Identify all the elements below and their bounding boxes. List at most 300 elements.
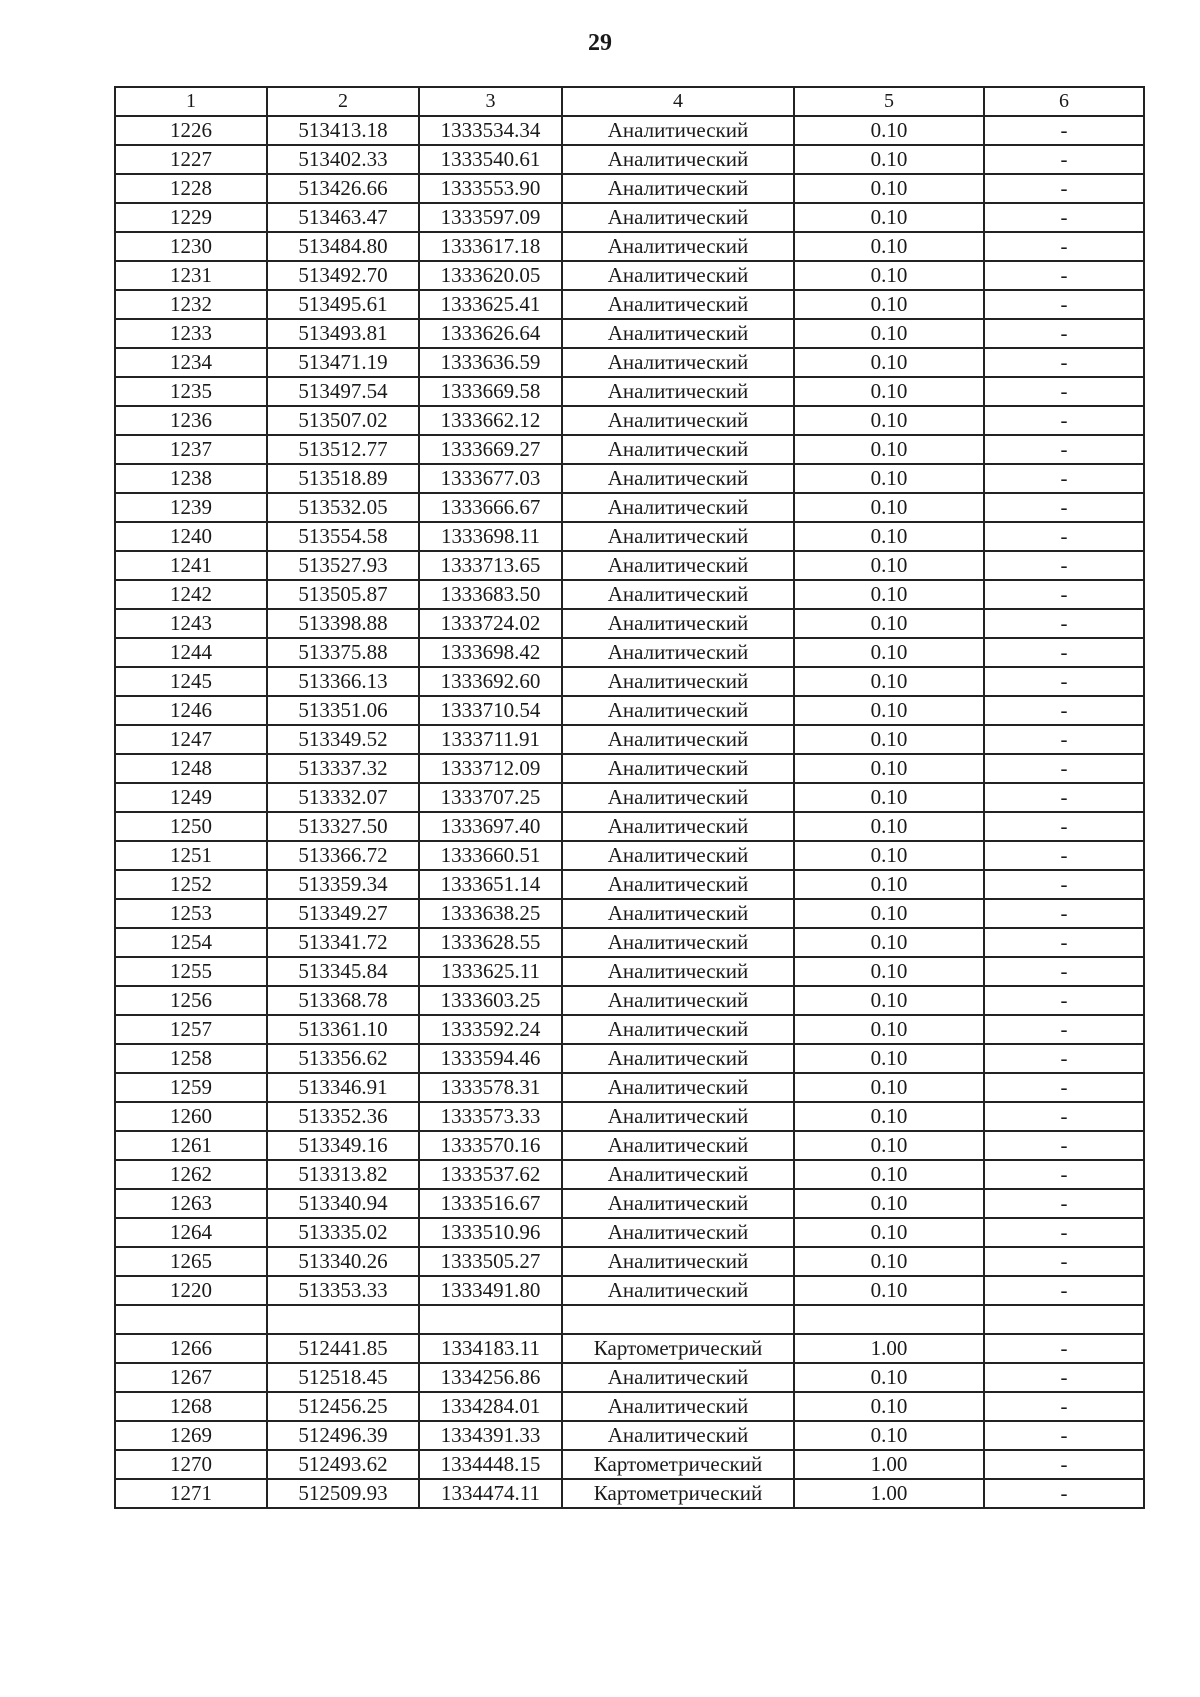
note-cell (984, 1305, 1144, 1334)
note-cell: - (984, 232, 1144, 261)
y-coordinate-cell: 1333620.05 (419, 261, 562, 290)
accuracy-cell: 0.10 (794, 1073, 984, 1102)
y-coordinate-cell: 1333636.59 (419, 348, 562, 377)
accuracy-cell: 0.10 (794, 1421, 984, 1450)
method-cell: Аналитический (562, 667, 794, 696)
table-row (115, 870, 1144, 899)
y-coordinate-cell: 1333660.51 (419, 841, 562, 870)
method-cell: Аналитический (562, 609, 794, 638)
y-coordinate-cell: 1333710.54 (419, 696, 562, 725)
note-cell: - (984, 986, 1144, 1015)
x-coordinate-cell: 513518.89 (267, 464, 419, 493)
note-cell: - (984, 1247, 1144, 1276)
accuracy-cell: 0.10 (794, 928, 984, 957)
point-number-cell: 1271 (115, 1479, 267, 1508)
point-number-cell: 1220 (115, 1276, 267, 1305)
x-coordinate-cell: 513337.32 (267, 754, 419, 783)
method-cell: Аналитический (562, 406, 794, 435)
x-coordinate-cell: 513463.47 (267, 203, 419, 232)
method-cell: Аналитический (562, 1131, 794, 1160)
column-header-2: 2 (267, 87, 419, 116)
accuracy-cell: 0.10 (794, 1247, 984, 1276)
accuracy-cell: 0.10 (794, 1392, 984, 1421)
y-coordinate-cell: 1333491.80 (419, 1276, 562, 1305)
y-coordinate-cell: 1333597.09 (419, 203, 562, 232)
accuracy-cell: 1.00 (794, 1479, 984, 1508)
y-coordinate-cell: 1333692.60 (419, 667, 562, 696)
table-row (115, 493, 1144, 522)
accuracy-cell: 0.10 (794, 1015, 984, 1044)
accuracy-cell: 0.10 (794, 754, 984, 783)
point-number-cell: 1255 (115, 957, 267, 986)
accuracy-cell: 0.10 (794, 551, 984, 580)
note-cell: - (984, 1189, 1144, 1218)
note-cell: - (984, 638, 1144, 667)
y-coordinate-cell: 1333617.18 (419, 232, 562, 261)
point-number-cell (115, 1305, 267, 1334)
x-coordinate-cell: 513327.50 (267, 812, 419, 841)
point-number-cell: 1267 (115, 1363, 267, 1392)
accuracy-cell: 0.10 (794, 725, 984, 754)
column-header-1: 1 (115, 87, 267, 116)
point-number-cell: 1254 (115, 928, 267, 957)
table-row (115, 1363, 1144, 1392)
point-number-cell: 1258 (115, 1044, 267, 1073)
point-number-cell: 1244 (115, 638, 267, 667)
method-cell: Аналитический (562, 754, 794, 783)
method-cell: Аналитический (562, 986, 794, 1015)
table-row (115, 348, 1144, 377)
method-cell: Аналитический (562, 812, 794, 841)
note-cell: - (984, 928, 1144, 957)
table-row (115, 1247, 1144, 1276)
table-row (115, 1479, 1144, 1508)
accuracy-cell (794, 1305, 984, 1334)
accuracy-cell: 0.10 (794, 174, 984, 203)
table-row (115, 754, 1144, 783)
x-coordinate-cell: 513398.88 (267, 609, 419, 638)
note-cell: - (984, 145, 1144, 174)
y-coordinate-cell: 1333510.96 (419, 1218, 562, 1247)
y-coordinate-cell (419, 1305, 562, 1334)
note-cell: - (984, 1218, 1144, 1247)
x-coordinate-cell: 513554.58 (267, 522, 419, 551)
x-coordinate-cell: 513532.05 (267, 493, 419, 522)
accuracy-cell: 0.10 (794, 1218, 984, 1247)
x-coordinate-cell: 513505.87 (267, 580, 419, 609)
page-number: 29 (588, 30, 612, 56)
y-coordinate-cell: 1333711.91 (419, 725, 562, 754)
note-cell: - (984, 812, 1144, 841)
accuracy-cell: 1.00 (794, 1450, 984, 1479)
column-header-3: 3 (419, 87, 562, 116)
table-row (115, 1102, 1144, 1131)
table-row (115, 928, 1144, 957)
accuracy-cell: 0.10 (794, 319, 984, 348)
table-row (115, 1044, 1144, 1073)
y-coordinate-cell: 1333573.33 (419, 1102, 562, 1131)
x-coordinate-cell: 513340.94 (267, 1189, 419, 1218)
method-cell: Аналитический (562, 957, 794, 986)
x-coordinate-cell: 513512.77 (267, 435, 419, 464)
table-row (115, 551, 1144, 580)
x-coordinate-cell: 513313.82 (267, 1160, 419, 1189)
point-number-cell: 1242 (115, 580, 267, 609)
table-row (115, 319, 1144, 348)
note-cell: - (984, 174, 1144, 203)
y-coordinate-cell: 1334183.11 (419, 1334, 562, 1363)
accuracy-cell: 0.10 (794, 1160, 984, 1189)
table-header-row (115, 87, 1144, 116)
accuracy-cell: 0.10 (794, 522, 984, 551)
note-cell: - (984, 1334, 1144, 1363)
column-header-4: 4 (562, 87, 794, 116)
accuracy-cell: 0.10 (794, 812, 984, 841)
accuracy-cell: 0.10 (794, 348, 984, 377)
method-cell: Аналитический (562, 145, 794, 174)
point-number-cell: 1248 (115, 754, 267, 783)
accuracy-cell: 0.10 (794, 116, 984, 145)
point-number-cell: 1270 (115, 1450, 267, 1479)
accuracy-cell: 0.10 (794, 870, 984, 899)
coordinates-table (114, 86, 1145, 1509)
method-cell: Аналитический (562, 1392, 794, 1421)
table-row (115, 1189, 1144, 1218)
x-coordinate-cell: 513527.93 (267, 551, 419, 580)
note-cell: - (984, 1276, 1144, 1305)
point-number-cell: 1259 (115, 1073, 267, 1102)
x-coordinate-cell: 513426.66 (267, 174, 419, 203)
table-row (115, 377, 1144, 406)
x-coordinate-cell: 513495.61 (267, 290, 419, 319)
x-coordinate-cell: 513352.36 (267, 1102, 419, 1131)
note-cell: - (984, 957, 1144, 986)
column-header-6: 6 (984, 87, 1144, 116)
point-number-cell: 1261 (115, 1131, 267, 1160)
y-coordinate-cell: 1333537.62 (419, 1160, 562, 1189)
method-cell: Аналитический (562, 1189, 794, 1218)
x-coordinate-cell (267, 1305, 419, 1334)
accuracy-cell: 0.10 (794, 493, 984, 522)
accuracy-cell: 0.10 (794, 986, 984, 1015)
point-number-cell: 1231 (115, 261, 267, 290)
accuracy-cell: 0.10 (794, 1131, 984, 1160)
method-cell: Аналитический (562, 899, 794, 928)
x-coordinate-cell: 513345.84 (267, 957, 419, 986)
y-coordinate-cell: 1334474.11 (419, 1479, 562, 1508)
note-cell: - (984, 551, 1144, 580)
table-row (115, 174, 1144, 203)
note-cell: - (984, 435, 1144, 464)
method-cell: Аналитический (562, 725, 794, 754)
y-coordinate-cell: 1333626.64 (419, 319, 562, 348)
accuracy-cell: 0.10 (794, 377, 984, 406)
method-cell: Картометрический (562, 1479, 794, 1508)
method-cell: Аналитический (562, 551, 794, 580)
x-coordinate-cell: 513351.06 (267, 696, 419, 725)
note-cell: - (984, 1450, 1144, 1479)
note-cell: - (984, 609, 1144, 638)
point-number-cell: 1230 (115, 232, 267, 261)
note-cell: - (984, 406, 1144, 435)
method-cell: Аналитический (562, 1218, 794, 1247)
y-coordinate-cell: 1333540.61 (419, 145, 562, 174)
method-cell: Аналитический (562, 1363, 794, 1392)
x-coordinate-cell: 513349.27 (267, 899, 419, 928)
table-row (115, 261, 1144, 290)
table-row (115, 1334, 1144, 1363)
table-row (115, 203, 1144, 232)
accuracy-cell: 0.10 (794, 232, 984, 261)
point-number-cell: 1260 (115, 1102, 267, 1131)
accuracy-cell: 0.10 (794, 1363, 984, 1392)
method-cell: Аналитический (562, 928, 794, 957)
accuracy-cell: 0.10 (794, 696, 984, 725)
x-coordinate-cell: 512496.39 (267, 1421, 419, 1450)
table-row (115, 522, 1144, 551)
point-number-cell: 1262 (115, 1160, 267, 1189)
table-row (115, 1218, 1144, 1247)
note-cell: - (984, 899, 1144, 928)
table-row (115, 725, 1144, 754)
x-coordinate-cell: 513335.02 (267, 1218, 419, 1247)
method-cell: Аналитический (562, 174, 794, 203)
table-row (115, 1305, 1144, 1334)
table-row (115, 957, 1144, 986)
note-cell: - (984, 261, 1144, 290)
point-number-cell: 1265 (115, 1247, 267, 1276)
table-row (115, 609, 1144, 638)
accuracy-cell: 0.10 (794, 464, 984, 493)
x-coordinate-cell: 513359.34 (267, 870, 419, 899)
note-cell: - (984, 116, 1144, 145)
point-number-cell: 1252 (115, 870, 267, 899)
note-cell: - (984, 725, 1144, 754)
x-coordinate-cell: 513332.07 (267, 783, 419, 812)
y-coordinate-cell: 1333698.42 (419, 638, 562, 667)
note-cell: - (984, 783, 1144, 812)
note-cell: - (984, 1479, 1144, 1508)
method-cell: Картометрический (562, 1334, 794, 1363)
method-cell: Аналитический (562, 696, 794, 725)
table-row (115, 1450, 1144, 1479)
point-number-cell: 1234 (115, 348, 267, 377)
method-cell: Аналитический (562, 348, 794, 377)
y-coordinate-cell: 1333712.09 (419, 754, 562, 783)
y-coordinate-cell: 1333553.90 (419, 174, 562, 203)
method-cell: Аналитический (562, 1276, 794, 1305)
x-coordinate-cell: 513353.33 (267, 1276, 419, 1305)
point-number-cell: 1235 (115, 377, 267, 406)
note-cell: - (984, 493, 1144, 522)
accuracy-cell: 0.10 (794, 1276, 984, 1305)
point-number-cell: 1227 (115, 145, 267, 174)
x-coordinate-cell: 513341.72 (267, 928, 419, 957)
point-number-cell: 1236 (115, 406, 267, 435)
x-coordinate-cell: 513484.80 (267, 232, 419, 261)
x-coordinate-cell: 512493.62 (267, 1450, 419, 1479)
y-coordinate-cell: 1333683.50 (419, 580, 562, 609)
note-cell: - (984, 522, 1144, 551)
table-row (115, 696, 1144, 725)
method-cell: Аналитический (562, 1102, 794, 1131)
note-cell: - (984, 1421, 1144, 1450)
x-coordinate-cell: 513349.16 (267, 1131, 419, 1160)
point-number-cell: 1246 (115, 696, 267, 725)
y-coordinate-cell: 1333603.25 (419, 986, 562, 1015)
y-coordinate-cell: 1333677.03 (419, 464, 562, 493)
y-coordinate-cell: 1333669.27 (419, 435, 562, 464)
point-number-cell: 1251 (115, 841, 267, 870)
x-coordinate-cell: 513413.18 (267, 116, 419, 145)
method-cell: Аналитический (562, 1421, 794, 1450)
point-number-cell: 1247 (115, 725, 267, 754)
point-number-cell: 1264 (115, 1218, 267, 1247)
accuracy-cell: 0.10 (794, 1102, 984, 1131)
method-cell: Аналитический (562, 290, 794, 319)
table-row (115, 116, 1144, 145)
method-cell: Аналитический (562, 1160, 794, 1189)
y-coordinate-cell: 1333707.25 (419, 783, 562, 812)
note-cell: - (984, 1363, 1144, 1392)
x-coordinate-cell: 513349.52 (267, 725, 419, 754)
x-coordinate-cell: 513375.88 (267, 638, 419, 667)
method-cell: Аналитический (562, 638, 794, 667)
note-cell: - (984, 1015, 1144, 1044)
table-row (115, 464, 1144, 493)
table-row (115, 1392, 1144, 1421)
accuracy-cell: 0.10 (794, 580, 984, 609)
table-row (115, 812, 1144, 841)
note-cell: - (984, 348, 1144, 377)
y-coordinate-cell: 1333594.46 (419, 1044, 562, 1073)
x-coordinate-cell: 513366.72 (267, 841, 419, 870)
table-row (115, 406, 1144, 435)
y-coordinate-cell: 1333713.65 (419, 551, 562, 580)
method-cell: Аналитический (562, 841, 794, 870)
x-coordinate-cell: 513361.10 (267, 1015, 419, 1044)
note-cell: - (984, 1044, 1144, 1073)
point-number-cell: 1256 (115, 986, 267, 1015)
point-number-cell: 1257 (115, 1015, 267, 1044)
point-number-cell: 1268 (115, 1392, 267, 1421)
note-cell: - (984, 1102, 1144, 1131)
point-number-cell: 1239 (115, 493, 267, 522)
y-coordinate-cell: 1333625.41 (419, 290, 562, 319)
method-cell: Аналитический (562, 464, 794, 493)
method-cell: Аналитический (562, 377, 794, 406)
method-cell: Аналитический (562, 319, 794, 348)
x-coordinate-cell: 513402.33 (267, 145, 419, 174)
accuracy-cell: 0.10 (794, 435, 984, 464)
x-coordinate-cell: 513340.26 (267, 1247, 419, 1276)
x-coordinate-cell: 513471.19 (267, 348, 419, 377)
accuracy-cell: 0.10 (794, 1189, 984, 1218)
accuracy-cell: 0.10 (794, 406, 984, 435)
table-row (115, 435, 1144, 464)
accuracy-cell: 0.10 (794, 783, 984, 812)
accuracy-cell: 0.10 (794, 203, 984, 232)
method-cell: Аналитический (562, 580, 794, 609)
method-cell: Картометрический (562, 1450, 794, 1479)
method-cell: Аналитический (562, 1073, 794, 1102)
y-coordinate-cell: 1334256.86 (419, 1363, 562, 1392)
x-coordinate-cell: 512518.45 (267, 1363, 419, 1392)
point-number-cell: 1228 (115, 174, 267, 203)
point-number-cell: 1240 (115, 522, 267, 551)
note-cell: - (984, 841, 1144, 870)
note-cell: - (984, 464, 1144, 493)
table-row (115, 1160, 1144, 1189)
point-number-cell: 1237 (115, 435, 267, 464)
point-number-cell: 1263 (115, 1189, 267, 1218)
method-cell: Аналитический (562, 232, 794, 261)
point-number-cell: 1250 (115, 812, 267, 841)
table-row (115, 290, 1144, 319)
method-cell: Аналитический (562, 1044, 794, 1073)
y-coordinate-cell: 1333662.12 (419, 406, 562, 435)
accuracy-cell: 0.10 (794, 899, 984, 928)
table-row (115, 1073, 1144, 1102)
accuracy-cell: 0.10 (794, 667, 984, 696)
y-coordinate-cell: 1333505.27 (419, 1247, 562, 1276)
y-coordinate-cell: 1333698.11 (419, 522, 562, 551)
y-coordinate-cell: 1333570.16 (419, 1131, 562, 1160)
accuracy-cell: 0.10 (794, 841, 984, 870)
table-row (115, 899, 1144, 928)
y-coordinate-cell: 1333666.67 (419, 493, 562, 522)
accuracy-cell: 1.00 (794, 1334, 984, 1363)
point-number-cell: 1243 (115, 609, 267, 638)
point-number-cell: 1232 (115, 290, 267, 319)
y-coordinate-cell: 1333592.24 (419, 1015, 562, 1044)
table-row (115, 1015, 1144, 1044)
table-row (115, 841, 1144, 870)
method-cell (562, 1305, 794, 1334)
accuracy-cell: 0.10 (794, 261, 984, 290)
table-row (115, 783, 1144, 812)
x-coordinate-cell: 513497.54 (267, 377, 419, 406)
point-number-cell: 1241 (115, 551, 267, 580)
table-row (115, 1421, 1144, 1450)
method-cell: Аналитический (562, 1247, 794, 1276)
method-cell: Аналитический (562, 1015, 794, 1044)
point-number-cell: 1226 (115, 116, 267, 145)
table-row (115, 1276, 1144, 1305)
x-coordinate-cell: 513356.62 (267, 1044, 419, 1073)
table-row (115, 638, 1144, 667)
y-coordinate-cell: 1333534.34 (419, 116, 562, 145)
point-number-cell: 1229 (115, 203, 267, 232)
note-cell: - (984, 754, 1144, 783)
point-number-cell: 1266 (115, 1334, 267, 1363)
method-cell: Аналитический (562, 870, 794, 899)
y-coordinate-cell: 1333669.58 (419, 377, 562, 406)
note-cell: - (984, 580, 1144, 609)
x-coordinate-cell: 513493.81 (267, 319, 419, 348)
accuracy-cell: 0.10 (794, 638, 984, 667)
x-coordinate-cell: 512441.85 (267, 1334, 419, 1363)
note-cell: - (984, 870, 1144, 899)
y-coordinate-cell: 1333625.11 (419, 957, 562, 986)
point-number-cell: 1238 (115, 464, 267, 493)
method-cell: Аналитический (562, 783, 794, 812)
y-coordinate-cell: 1333724.02 (419, 609, 562, 638)
accuracy-cell: 0.10 (794, 145, 984, 174)
x-coordinate-cell: 513368.78 (267, 986, 419, 1015)
x-coordinate-cell: 513492.70 (267, 261, 419, 290)
x-coordinate-cell: 513346.91 (267, 1073, 419, 1102)
